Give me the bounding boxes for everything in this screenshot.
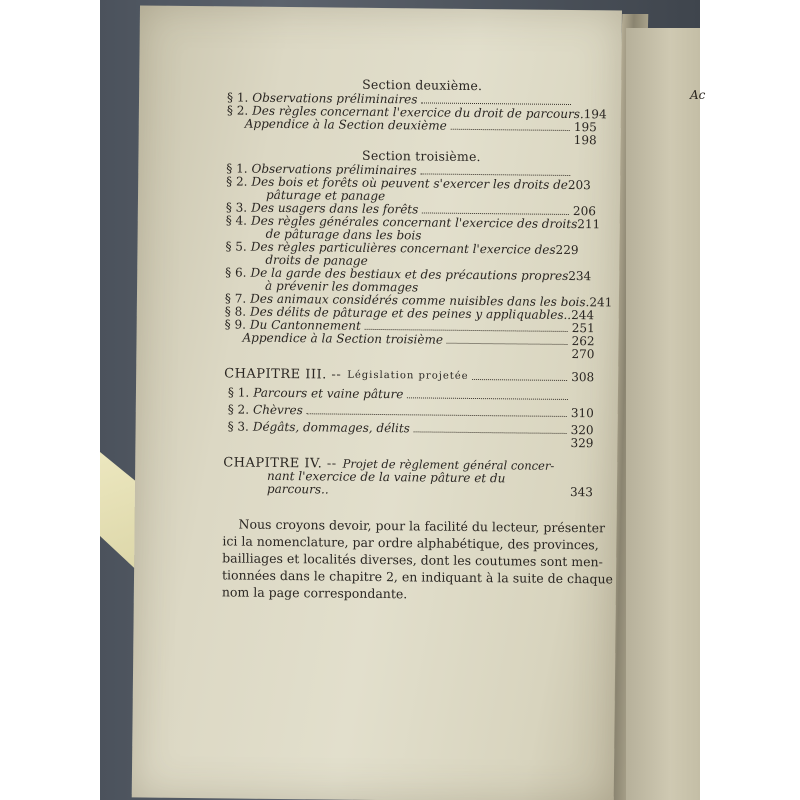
toc-entry: 329 [570, 436, 594, 451]
toc-entry: § 3. Des usagers dans les forêts 206 [225, 200, 596, 219]
toc-entry: § 1. Observations préliminaires [227, 91, 597, 108]
chapter-4-heading: CHAPITRE IV. -- Projet de règlement général concer- [223, 455, 555, 473]
toc-entry: 198 [573, 133, 597, 148]
toc-entry: § 8. Des délits de pâturage et des peines y appliquables.. 244 [224, 304, 595, 323]
toc-entry: Appendice à la Section deuxième 195 [244, 116, 597, 135]
section-3-heading: Section troisième. [362, 147, 481, 165]
toc-entry: § 2. Des bois et forêts où peuvent s'exercer les droits de 203 [226, 174, 591, 193]
toc-entry-continued: droits de panage [265, 252, 368, 268]
toc-entry: § 3. Dégâts, dommages, délits 320 [227, 419, 594, 438]
closing-paragraph: Nous croyons devoir, pour la facilité du lecteur, présenter ici la nomenclature, par ordre alphabétique, des provinces, bailliages et localités diverses, dont les coutumes sont men- tionnées dans le chapitre 2, en indiquant à la suite de chaque nom la page correspondante. [221, 516, 614, 602]
toc-entry: § 6. De la garde des bestiaux et des précautions propres 234 [225, 265, 592, 284]
section-2-heading: Section deuxième. [362, 76, 483, 94]
chapter-3-heading: CHAPITRE III. -- Législation projetée 308 [224, 366, 595, 385]
toc-entry: § 2. Chèvres 310 [227, 402, 594, 421]
book-page [132, 5, 622, 800]
toc-entry: Appendice à la Section troisième 262 [242, 330, 595, 349]
facing-page [626, 28, 700, 800]
toc-entry: § 7. Des animaux considérés comme nuisibles dans les bois. 241 [224, 291, 613, 310]
toc-entry-continued: de pâturage dans les bois [265, 226, 422, 243]
toc-entry: § 4. Des règles générales concernant l'exercice des droits 211 [225, 213, 601, 232]
chapter-4-continued: nant l'exercice de la vaine pâture et du parcours.. 343 [266, 468, 594, 500]
toc-entry: § 1. Observations préliminaires [226, 162, 596, 179]
toc-entry: 270 [571, 347, 595, 362]
toc-entry-continued: à prévenir les dommages [265, 278, 419, 295]
toc-entry: § 9. Du Cantonnement 251 [224, 317, 595, 336]
toc-entry-continued: pâturage et panage [265, 187, 386, 204]
toc-entry: § 1. Parcours et vaine pâture [224, 386, 594, 403]
facing-page-fragment: Ac [690, 88, 706, 102]
toc-entry: § 2. Des règles concernant l'exercice du droit de parcours. 194 [226, 103, 607, 122]
toc-entry: § 5. Des règles particulières concernant l'exercice des 229 [225, 239, 579, 258]
table-of-contents [221, 76, 614, 604]
